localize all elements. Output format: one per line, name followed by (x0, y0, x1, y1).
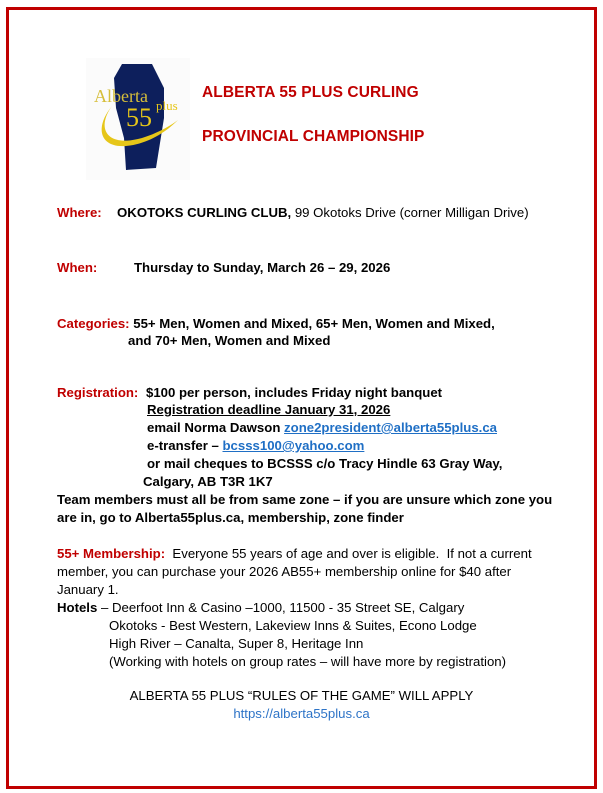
etransfer-prefix: e-transfer – (147, 438, 223, 453)
etransfer-email-link[interactable]: bcsss100@yahoo.com (222, 438, 365, 453)
logo-text-55: 55 (126, 103, 152, 132)
where-venue: OKOTOKS CURLING CLUB, (117, 205, 292, 220)
categories-label: Categories: (57, 316, 130, 331)
categories-line-2: and 70+ Men, Women and Mixed (128, 333, 331, 348)
when-value: Thursday to Sunday, March 26 – 29, 2026 (134, 260, 391, 275)
where-label: Where: (57, 205, 102, 220)
membership-row (57, 545, 532, 563)
logo-text-alberta: Alberta (94, 86, 148, 106)
website-link[interactable]: https://alberta55plus.ca (233, 706, 370, 721)
title-line-1: ALBERTA 55 PLUS CURLING (202, 84, 419, 101)
membership-line-1: Everyone 55 years of age and over is eligible. If not a current (165, 546, 532, 561)
membership-label: 55+ Membership: (57, 546, 166, 561)
rules-notice: ALBERTA 55 PLUS “RULES OF THE GAME” WILL APPLY (129, 688, 474, 703)
title-line-2: PROVINCIAL CHAMPIONSHIP (202, 128, 425, 145)
membership-line-2: member, you can purchase your 2026 AB55+ membership online for $40 after (57, 564, 512, 579)
hotels-row (57, 599, 464, 617)
hotels-line-1: – Deerfoot Inn & Casino –1000, 11500 - 35 Street SE, Calgary (97, 600, 465, 615)
when-label: When: (57, 260, 98, 275)
categories-line-1: 55+ Men, Women and Mixed, 65+ Men, Women and Mixed, (133, 316, 495, 331)
membership-line-3: January 1. (57, 582, 119, 597)
zone-line-2: are in, go to Alberta55plus.ca, membership, zone finder (57, 510, 404, 525)
email-link[interactable]: zone2president@alberta55plus.ca (284, 420, 497, 435)
where-address: 99 Okotoks Drive (corner Milligan Drive) (291, 205, 529, 220)
categories-row (57, 315, 495, 333)
mail-line-2: Calgary, AB T3R 1K7 (143, 474, 273, 489)
registration-fee: $100 per person, includes Friday night banquet (146, 385, 443, 400)
registration-email-row (147, 419, 497, 437)
email-prefix: email Norma Dawson (147, 420, 285, 435)
logo-text-plus: plus (156, 98, 178, 113)
zone-line-1: Team members must all be from same zone – if you are unsure which zone you (57, 492, 553, 507)
registration-etransfer-row (147, 437, 364, 455)
hotels-line-3: High River – Canalta, Super 8, Heritage Inn (109, 636, 364, 651)
registration-row (57, 384, 442, 402)
hotels-line-2: Okotoks - Best Western, Lakeview Inns & Suites, Econo Lodge (109, 618, 477, 633)
hotels-line-4: (Working with hotels on group rates – will have more by registration) (109, 654, 507, 669)
when-row (57, 259, 391, 277)
mail-line-1: or mail cheques to BCSSS c/o Tracy Hindle 63 Gray Way, (147, 456, 503, 471)
where-row (57, 204, 529, 222)
hotels-label: Hotels (57, 600, 98, 615)
registration-deadline: Registration deadline January 31, 2026 (147, 402, 391, 417)
registration-label: Registration: (57, 385, 139, 400)
alberta-55-plus-logo (86, 58, 190, 180)
